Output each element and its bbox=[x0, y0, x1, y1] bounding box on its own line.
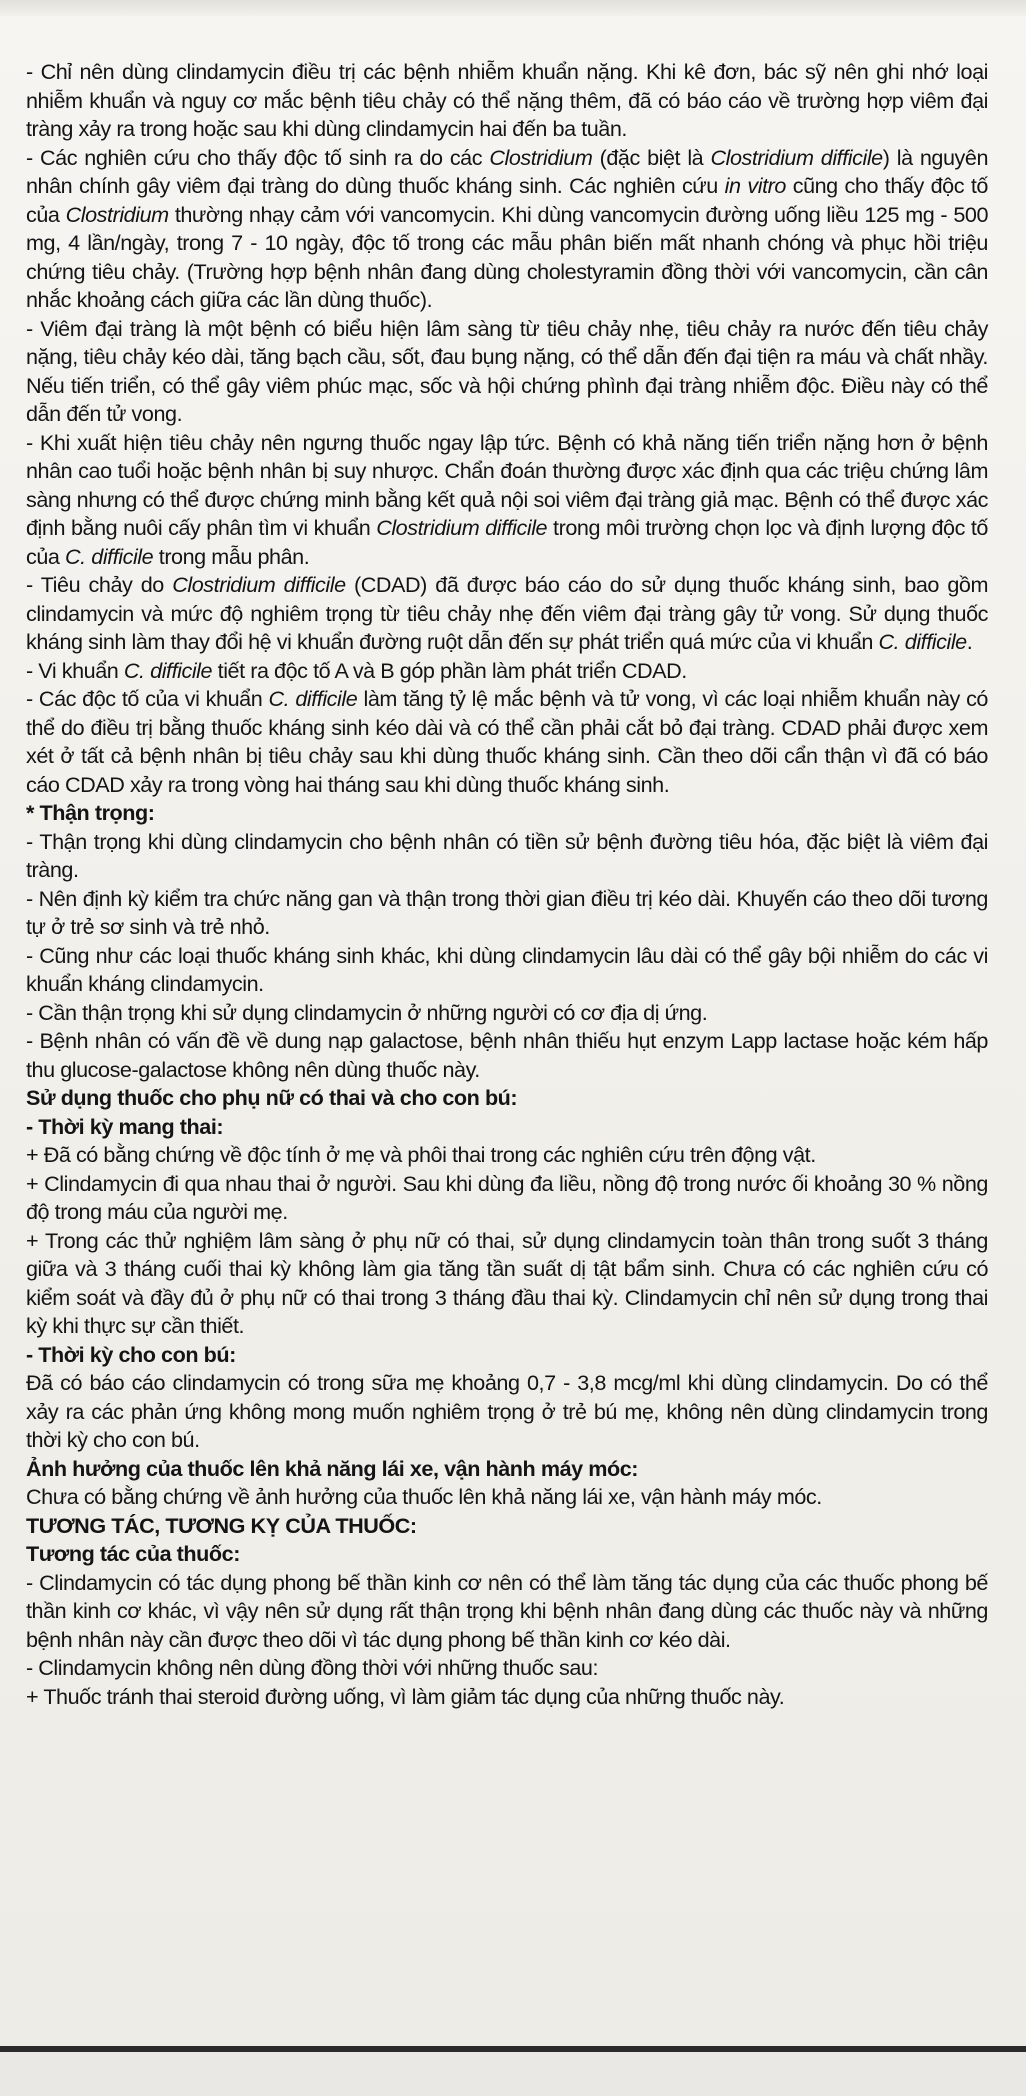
text-run: . bbox=[966, 629, 973, 654]
italic-term: Clostridium difficile bbox=[710, 144, 883, 170]
text-run: Ảnh hưởng của thuốc lên khả năng lái xe, vận hành máy móc: bbox=[26, 1455, 639, 1481]
text-run: - Nên định kỳ kiểm tra chức năng gan và thận trong thời gian điều trị kéo dài. Khuyến cáo theo dõi tương tự ở trẻ sơ sinh và trẻ nhỏ. bbox=[26, 885, 988, 939]
text-run: + Clindamycin đi qua nhau thai ở người. Sau khi dùng đa liều, nồng độ trong nước ối khoảng 30 % nồng độ trong máu của người mẹ. bbox=[26, 1170, 988, 1224]
body-paragraph bbox=[26, 999, 988, 1028]
text-run: - Thời kỳ cho con bú: bbox=[26, 1341, 236, 1367]
italic-term: Clostridium bbox=[65, 201, 169, 227]
body-paragraph bbox=[26, 685, 988, 799]
text-run: trong mẫu phân. bbox=[153, 543, 310, 569]
body-paragraph bbox=[26, 1141, 988, 1170]
italic-term: Clostridium bbox=[489, 144, 593, 170]
text-run: - Các nghiên cứu cho thấy độc tố sinh ra do các bbox=[26, 144, 490, 170]
body-paragraph bbox=[26, 657, 988, 686]
top-edge bbox=[0, 0, 1026, 16]
text-run: + Trong các thử nghiệm lâm sàng ở phụ nữ có thai, sử dụng clindamycin toàn thân trong suốt 3 tháng giữa và 3 tháng cuối thai kỳ không làm gia tăng tần suất dị tật bẩm sinh. Chưa có các nghiên cứu có kiểm soát và đầy đủ ở phụ nữ có thai trong 3 tháng đầu thai kỳ. Clindamycin chỉ nên sử dụng trong thai kỳ khi thực sự cần thiết. bbox=[26, 1227, 988, 1338]
section-heading bbox=[26, 1084, 988, 1113]
text-run: Đã có báo cáo clindamycin có trong sữa mẹ khoảng 0,7 - 3,8 mcg/ml khi dùng clindamycin. Do có thể xảy ra các phản ứng không mong muốn nghiêm trọng ở trẻ bú mẹ, không nên dùng clindamycin trong thời kỳ cho con bú. bbox=[26, 1370, 988, 1452]
body-paragraph bbox=[26, 1683, 988, 1712]
text-run: + Thuốc tránh thai steroid đường uống, vì làm giảm tác dụng của những thuốc này. bbox=[26, 1683, 785, 1709]
text-run: - Khi xuất hiện tiêu chảy nên ngưng thuốc ngay lập tức. Bệnh có khả năng tiến triển nặng hơn ở bệnh nhân cao tuổi hoặc bệnh nhân bị suy nhược. Chẩn đoán thường được xác định qua các triệu chứng lâm sàng nhưng có thể được chứng minh bằng kết quả nội soi viêm đại tràng giả mạc. Bệnh có thể được xác định bằng nuôi cấy phân tìm vi khuẩn bbox=[26, 429, 988, 540]
text-run: Chưa có bằng chứng về ảnh hưởng của thuốc lên khả năng lái xe, vận hành máy móc. bbox=[26, 1484, 822, 1509]
text-run: Tương tác của thuốc: bbox=[26, 1541, 240, 1566]
text-run: - Clindamycin có tác dụng phong bế thần kinh cơ nên có thể làm tăng tác dụng của các thuốc phong bế thần kinh cơ khác, vì vậy nên sử dụng rất thận trọng khi bệnh nhân đang dùng các thuốc này và những bệnh nhân này cần được theo dõi vì tác dụng phong bế thần kinh cơ kéo dài. bbox=[26, 1569, 988, 1652]
leaflet-text-column bbox=[26, 58, 988, 1711]
text-run: (đặc biệt là bbox=[592, 144, 711, 170]
body-paragraph bbox=[26, 1227, 988, 1341]
text-run: trong môi trường chọn lọc và định lượng độc tố của bbox=[26, 515, 988, 569]
text-run: - Viêm đại tràng là một bệnh có biểu hiện lâm sàng từ tiêu chảy nhẹ, tiêu chảy ra nước đến tiêu chảy nặng, tiêu chảy kéo dài, tăng bạch cầu, sốt, đau bụng nặng, có thể dẫn đến đại tiện ra máu và chất nhầy. Nếu tiến triển, có thể gây viêm phúc mạc, sốc và hội chứng phình đại tràng nhiễm độc. Điều này có thể dẫn đến tử vong. bbox=[26, 315, 988, 426]
text-run: - Vi khuẩn bbox=[26, 657, 124, 683]
body-paragraph bbox=[26, 1569, 988, 1655]
section-heading bbox=[26, 799, 988, 828]
section-heading bbox=[26, 1512, 988, 1541]
text-run: - Bệnh nhân có vấn đề về dung nạp galactose, bệnh nhân thiếu hụt enzym Lapp lactase hoặc kém hấp thu glucose-galactose không nên dùng thuốc này. bbox=[26, 1028, 988, 1082]
italic-term: C. difficile bbox=[123, 657, 213, 683]
italic-term: Clostridium difficile bbox=[376, 515, 548, 540]
text-run: cũng cho thấy độc tố của bbox=[26, 173, 988, 227]
text-run: - Thời kỳ mang thai: bbox=[26, 1113, 224, 1139]
section-heading bbox=[26, 1540, 988, 1569]
text-run: - Tiêu chảy do bbox=[26, 572, 173, 597]
italic-term: C. difficile bbox=[268, 686, 358, 711]
body-paragraph bbox=[26, 571, 988, 657]
text-run: thường nhạy cảm với vancomycin. Khi dùng vancomycin đường uống liều 125 mg - 500 mg, 4 lần/ngày, trong 7 - 10 ngày, độc tố trong các mẫu phân biến mất nhanh chóng và phục hồi triệu chứng tiêu chảy. (Trường hợp bệnh nhân đang dùng cholestyramin đồng thời với vancomycin, cần cân nhắc khoảng cách giữa các lần dùng thuốc). bbox=[26, 201, 989, 312]
italic-term: C. difficile bbox=[65, 543, 154, 569]
italic-term: in vitro bbox=[724, 173, 786, 198]
section-heading bbox=[26, 1113, 988, 1142]
bottom-margin bbox=[0, 2052, 1026, 2096]
body-paragraph bbox=[26, 885, 988, 942]
italic-term: Clostridium difficile bbox=[172, 572, 346, 597]
text-run: Sử dụng thuốc cho phụ nữ có thai và cho con bú: bbox=[26, 1085, 518, 1110]
text-run: - Thận trọng khi dùng clindamycin cho bệnh nhân có tiền sử bệnh đường tiêu hóa, đặc biệt là viêm đại tràng. bbox=[26, 828, 988, 882]
body-paragraph bbox=[26, 1170, 988, 1227]
text-run: (CDAD) đã được báo cáo do sử dụng thuốc kháng sinh, bao gồm clindamycin và mức độ nghiêm trọng từ tiêu chảy nhẹ đến viêm đại tràng gây tử vong. Sử dụng thuốc kháng sinh làm thay đổi hệ vi khuẩn đường ruột dẫn đến sự phát triển quá mức của vi khuẩn bbox=[26, 572, 989, 654]
body-paragraph bbox=[26, 58, 988, 144]
text-run: * Thận trọng: bbox=[26, 800, 155, 825]
text-run: - Chỉ nên dùng clindamycin điều trị các bệnh nhiễm khuẩn nặng. Khi kê đơn, bác sỹ nên ghi nhớ loại nhiễm khuẩn và nguy cơ mắc bệnh tiêu chảy có thể nặng thêm, đã có báo cáo về trường hợp viêm đại tràng xảy ra trong hoặc sau khi dùng clindamycin hai đến ba tuần. bbox=[26, 59, 988, 141]
text-run: - Cũng như các loại thuốc kháng sinh khác, khi dùng clindamycin lâu dài có thể gây bội nhiễm do các vi khuẩn kháng clindamycin. bbox=[26, 942, 988, 996]
text-run: làm tăng tỷ lệ mắc bệnh và tử vong, vì các loại nhiễm khuẩn này có thể do điều trị bằng thuốc kháng sinh kéo dài và có thể cần phải cắt bỏ đại tràng. CDAD phải được xem xét ở tất cả bệnh nhân bị tiêu chảy sau khi dùng thuốc kháng sinh. Cần theo dõi cẩn thận vì đã có báo cáo CDAD xảy ra trong vòng hai tháng sau khi dùng thuốc kháng sinh. bbox=[26, 686, 988, 797]
body-paragraph bbox=[26, 315, 988, 429]
text-run: - Các độc tố của vi khuẩn bbox=[26, 686, 269, 711]
body-paragraph bbox=[26, 144, 988, 315]
section-heading bbox=[26, 1455, 988, 1484]
section-heading bbox=[26, 1341, 988, 1370]
body-paragraph bbox=[26, 1654, 988, 1683]
text-run: tiết ra độc tố A và B góp phần làm phát triển CDAD. bbox=[212, 657, 687, 683]
text-run: TƯƠNG TÁC, TƯƠNG KỴ CỦA THUỐC: bbox=[26, 1512, 417, 1538]
text-run: ) là nguyên nhân chính gây viêm đại tràng do dùng thuốc kháng sinh. Các nghiên cứu bbox=[26, 144, 989, 198]
body-paragraph bbox=[26, 828, 988, 885]
body-paragraph bbox=[26, 1369, 988, 1455]
text-run: - Clindamycin không nên dùng đồng thời với những thuốc sau: bbox=[26, 1655, 599, 1680]
text-run: - Cần thận trọng khi sử dụng clindamycin ở những người có cơ địa dị ứng. bbox=[26, 999, 708, 1025]
body-paragraph bbox=[26, 1027, 988, 1084]
text-run: + Đã có bằng chứng về độc tính ở mẹ và phôi thai trong các nghiên cứu trên động vật. bbox=[26, 1142, 816, 1167]
italic-term: C. difficile bbox=[878, 629, 967, 654]
body-paragraph bbox=[26, 942, 988, 999]
body-paragraph bbox=[26, 429, 988, 572]
body-paragraph bbox=[26, 1483, 988, 1512]
